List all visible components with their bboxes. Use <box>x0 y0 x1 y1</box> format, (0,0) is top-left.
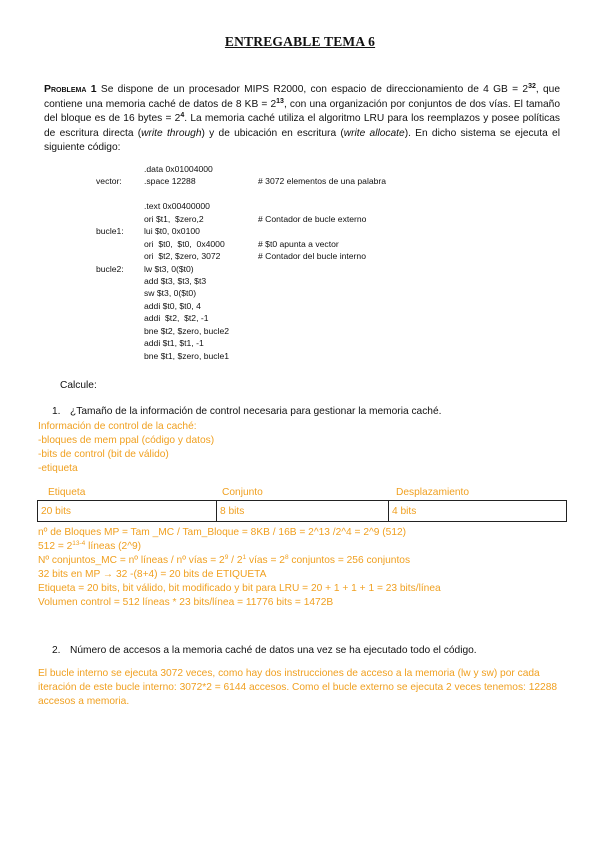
table-header-conjunto: Conjunto <box>222 487 263 498</box>
table-cell-desplazamiento: 4 bits <box>392 506 417 517</box>
calc-text: vías = 2 <box>246 554 285 566</box>
intro-text-3: , con una organización por conjuntos de dos vías. El tamaño del bloque es de 16 bytes = 2 <box>44 98 560 125</box>
question-text: ¿Tamaño de la información de control necesaria para gestionar la memoria caché. <box>70 406 442 417</box>
problem-label: Problema 1 <box>44 83 97 95</box>
code-line <box>0 351 600 363</box>
calc-text: Nº conjuntos_MC = nº líneas / nº vías = 2 <box>38 554 225 566</box>
code-instruction: add $t3, $t3, $t3 <box>144 275 207 286</box>
intro-text-5: ) y de ubicación en escritura ( <box>201 127 344 139</box>
code-instruction: lw $t3, 0($t0) <box>144 263 194 274</box>
code-line <box>0 214 600 226</box>
code-instruction: sw $t3, 0($t0) <box>144 288 197 299</box>
code-line <box>0 301 600 313</box>
calc-exponent: 13-4 <box>72 539 86 547</box>
code-instruction: .text 0x00400000 <box>144 201 210 212</box>
code-line <box>0 264 600 276</box>
code-line <box>0 201 600 213</box>
calc-line <box>38 554 441 568</box>
intro-text-1: Se dispone de un procesador MIPS R2000, con espacio de direccionamiento de 4 GB = 2 <box>96 84 529 95</box>
code-line <box>0 189 600 201</box>
table-cell-etiqueta: 20 bits <box>38 501 217 521</box>
code-instruction: bne $t2, $zero, bucle2 <box>144 325 230 336</box>
code-line <box>0 239 600 251</box>
intro-text-2: , que contiene una memoria caché de datos de 8 KB = 2 <box>44 84 560 110</box>
calc-line: nº de Bloques MP = Tam _MC / Tam_Bloque = 8KB / 16B = 2^13 /2^4 = 2^9 (512) <box>38 527 407 538</box>
question-text: Número de accesos a la memoria caché de datos una vez se ha ejecutado todo el código. <box>70 645 477 656</box>
exponent-13: 13 <box>276 97 284 105</box>
exponent-4: 4 <box>180 112 185 120</box>
table-header-etiqueta: Etiqueta <box>48 487 86 498</box>
calc-line: Volumen control = 512 líneas * 23 bits/línea = 11776 bits = 1472B <box>38 596 334 608</box>
write-through-term: write through <box>141 127 202 139</box>
code-line <box>0 226 600 238</box>
table-cell-conjunto: 8 bits <box>217 501 389 521</box>
code-instruction: ori $t2, $zero, 3072 <box>144 251 221 262</box>
answer-line: -bits de control (bit de válido) <box>38 448 169 460</box>
answer-line: Información de control de la caché: <box>38 421 197 432</box>
code-line <box>0 276 600 288</box>
question-number: 1. <box>52 406 61 417</box>
answer-line: -bloques de mem ppal (código y datos) <box>38 434 215 446</box>
assembly-code-block <box>0 164 600 363</box>
code-comment: # Contador de bucle externo <box>258 213 367 224</box>
code-comment: # 3072 elementos de una palabra <box>258 176 387 187</box>
document-title: ENTREGABLE TEMA 6 <box>224 34 376 49</box>
calc-text: líneas (2^9) <box>85 540 142 552</box>
write-allocate-term: write allocate <box>343 127 405 139</box>
code-line <box>0 338 600 350</box>
code-comment: # Contador del bucle interno <box>258 251 366 262</box>
answer-line: -etiqueta <box>38 462 78 474</box>
code-line <box>0 164 600 176</box>
calc-line: 32 bits en MP → 32 -(8+4) = 20 bits de ETIQUETA <box>38 568 267 580</box>
code-instruction: addi $t1, $t1, -1 <box>144 338 204 349</box>
calc-exponent: 9 <box>224 553 229 561</box>
code-instruction: ori $t1, $zero,2 <box>144 213 204 224</box>
exponent-32: 32 <box>528 83 536 90</box>
answer-1 <box>38 420 214 476</box>
calc-line <box>38 540 441 554</box>
code-label: bucle2: <box>96 263 124 274</box>
code-line <box>0 326 600 338</box>
code-line <box>0 176 600 188</box>
code-comment: # $t0 apunta a vector <box>258 238 339 249</box>
calc-text: / 2 <box>228 554 243 566</box>
calc-text: conjuntos = 256 conjuntos <box>288 554 411 566</box>
answer-2: El bucle interno se ejecuta 3072 veces, como hay dos instrucciones de acceso a la memoria (lw y sw) por cada iteración de este bucle interno: 3072*2 = 6144 accesos. Como el bucle externo se ejecuta 2 veces tenemos: 12288 accesos a memoria. <box>38 668 558 707</box>
code-instruction: addi $t2, $t2, -1 <box>144 313 209 324</box>
code-instruction: .space 12288 <box>144 176 196 187</box>
calc-exponent: 8 <box>284 553 289 561</box>
calc-text: 512 = 2 <box>38 540 73 552</box>
code-label: vector: <box>96 176 122 187</box>
code-instruction: ori $t0, $t0, 0x4000 <box>144 238 225 249</box>
calcule-heading: Calcule: <box>60 380 97 391</box>
intro-text-4: . La memoria caché utiliza el algoritmo LRU para los reemplazos y posee políticas de escritura directa ( <box>44 113 560 139</box>
code-line <box>0 251 600 263</box>
question-1 <box>52 406 441 417</box>
code-instruction: .data 0x01004000 <box>144 164 213 174</box>
intro-text-6: ). En dicho sistema se ejecuta el siguiente código: <box>44 127 560 154</box>
code-instruction: bne $t1, $zero, bucle1 <box>144 350 230 361</box>
question-number: 2. <box>52 645 61 656</box>
question-2 <box>52 645 477 656</box>
calc-line: Etiqueta = 20 bits, bit válido, bit modificado y bit para LRU = 20 + 1 + 1 + 1 = 23 bits/línea <box>38 582 441 594</box>
code-label: bucle1: <box>96 226 124 237</box>
address-fields-table <box>37 500 567 522</box>
code-instruction: addi $t0, $t0, 4 <box>144 300 201 311</box>
calculation-block <box>38 526 441 609</box>
problem-statement <box>44 82 560 156</box>
code-line <box>0 313 600 325</box>
table-header-desplazamiento: Desplazamiento <box>396 487 470 498</box>
code-line <box>0 288 600 300</box>
calc-exponent: 1 <box>242 553 247 561</box>
code-instruction: lui $t0, 0x0100 <box>144 226 200 237</box>
